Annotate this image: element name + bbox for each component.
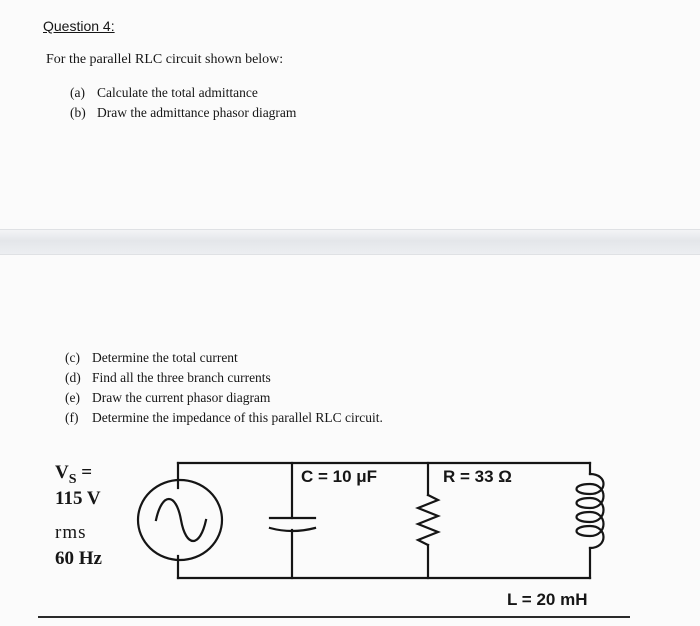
question-intro: For the parallel RLC circuit shown below: [46, 52, 284, 67]
part-text: Draw the current phasor diagram [92, 390, 271, 405]
part-marker: (a) [70, 85, 85, 100]
source-equals: = [81, 462, 93, 483]
part-marker: (f) [65, 410, 79, 425]
part-marker: (d) [65, 370, 81, 385]
source-voltage: 115 V [55, 488, 101, 509]
resistor-label: R = 33 Ω [443, 467, 512, 486]
bottom-divider [38, 616, 630, 618]
source-subscript: S [68, 471, 77, 487]
resistor-zigzag [418, 495, 438, 545]
source-mode: rms [55, 522, 87, 543]
capacitor-label: C = 10 μF [301, 467, 378, 486]
part-marker: (b) [70, 105, 86, 120]
part-text: Determine the impedance of this parallel RLC circuit. [92, 410, 383, 425]
part-text: Draw the admittance phasor diagram [97, 105, 297, 120]
part-marker: (c) [65, 350, 80, 365]
source-frequency: 60 Hz [55, 548, 102, 569]
part-text: Calculate the total admittance [97, 85, 258, 100]
source-symbol-label [55, 462, 92, 488]
inductor-coil [577, 474, 604, 548]
part-text: Determine the total current [92, 350, 238, 365]
part-marker: (e) [65, 390, 80, 405]
part-text: Find all the three branch currents [92, 370, 271, 385]
question-title: Question 4: [43, 18, 115, 34]
inductor-label: L = 20 mH [507, 590, 588, 609]
source-symbol: V [55, 462, 69, 483]
sine-wave [156, 499, 206, 541]
